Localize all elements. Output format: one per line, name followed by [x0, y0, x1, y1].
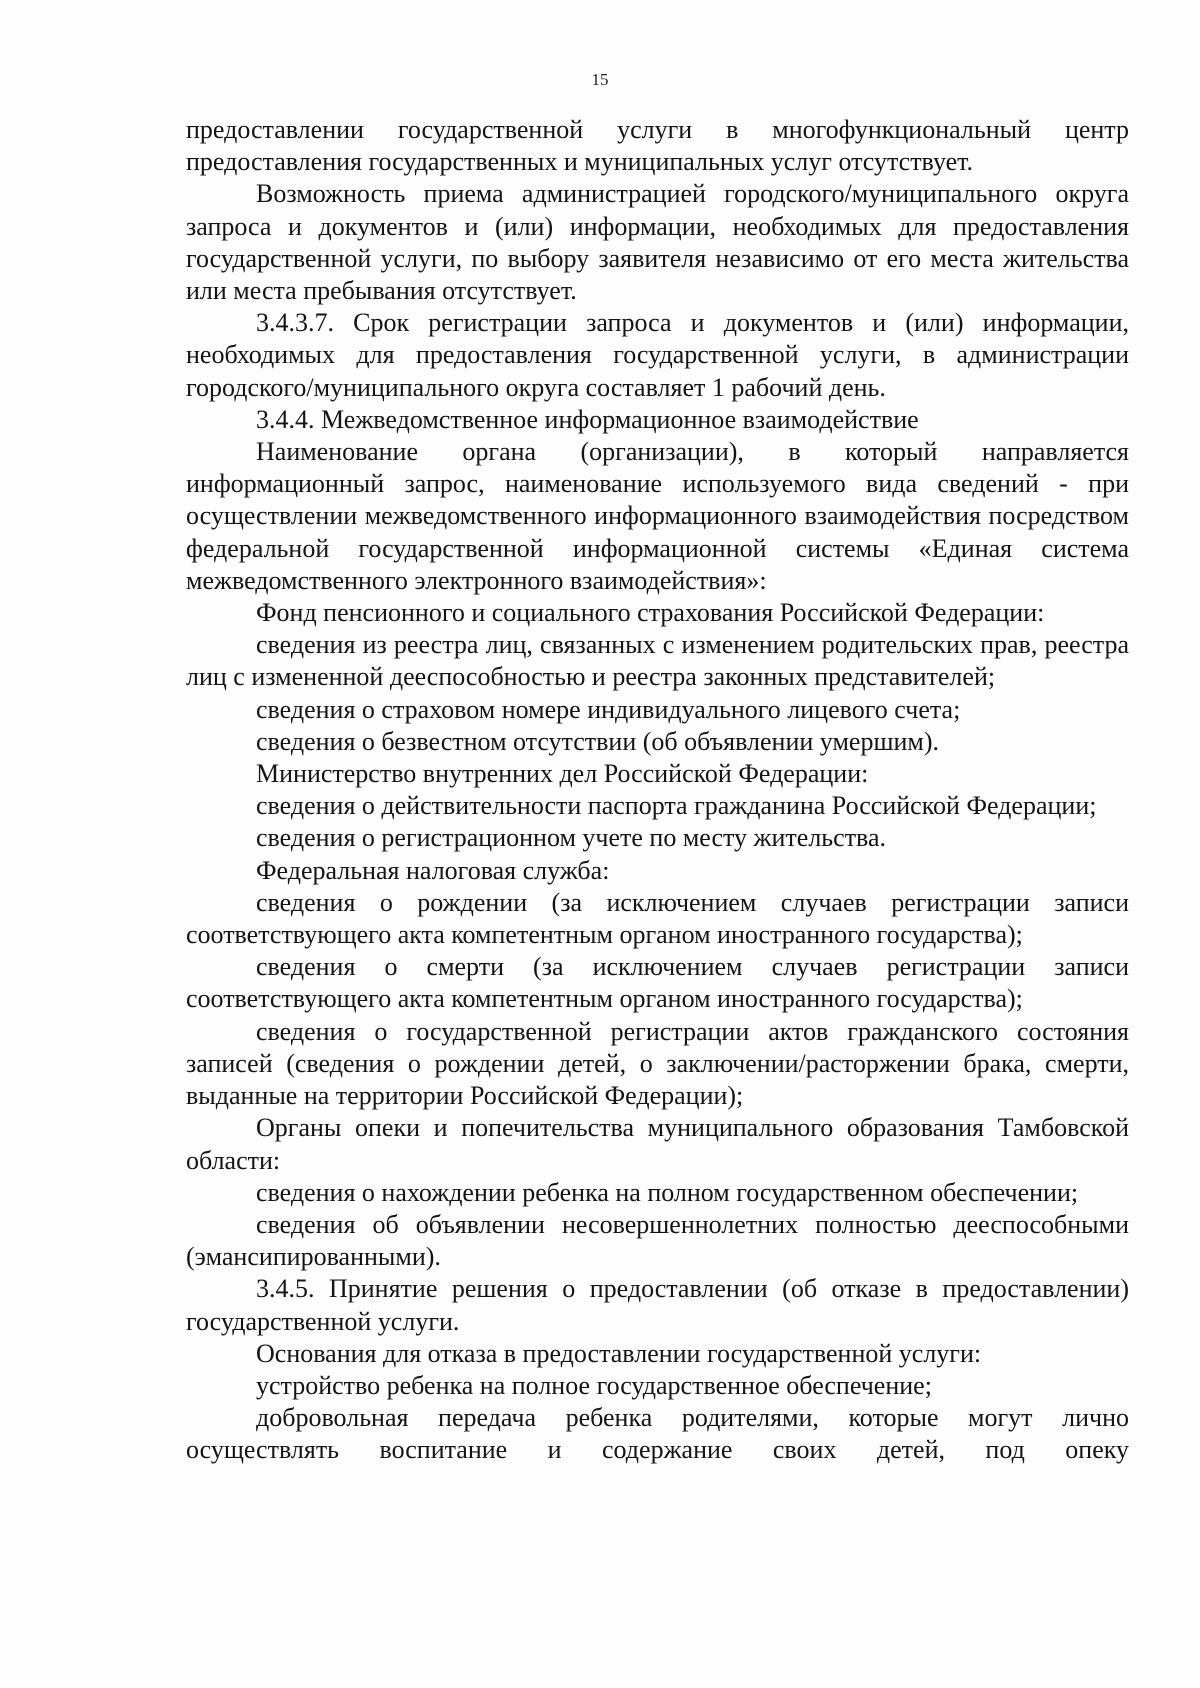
- page-number: 15: [591, 70, 609, 89]
- paragraph: устройство ребенка на полное государственное обеспечение;: [256, 1370, 932, 1400]
- paragraph: предоставлении государственной услуги в многофункциональный центр предоставления государственных и муниципальных услуг отсутствует.: [186, 115, 1129, 177]
- section-heading: 3.4.4. Межведомственное информационное взаимодействие: [256, 404, 919, 434]
- paragraph: сведения о действительности паспорта гражданина Российской Федерации;: [256, 791, 1097, 821]
- paragraph: Фонд пенсионного и социального страхования Российской Федерации:: [256, 598, 1045, 628]
- paragraph: сведения о регистрационном учете по месту жительства.: [256, 823, 887, 853]
- paragraph: сведения о государственной регистрации актов гражданского состояния записей (сведения о рождении детей, о заключении/расторжении брака, смерти, выданные на территории Российской Федерации);: [186, 1016, 1129, 1111]
- paragraph: сведения о страховом номере индивидуального лицевого счета;: [256, 694, 961, 724]
- paragraph: сведения об объявлении несовершеннолетних полностью дееспособными (эмансипированными).: [186, 1209, 1129, 1272]
- paragraph: Министерство внутренних дел Российской Федерации:: [256, 759, 869, 789]
- paragraph: добровольная передача ребенка родителями, которые могут лично осуществлять воспитание и содержание своих детей, под опеку: [186, 1403, 1129, 1465]
- section-heading: 3.4.5. Принятие решения о предоставлении (об отказе в предоставлении) государственной услуги.: [186, 1274, 1129, 1336]
- paragraph: сведения о рождении (за исключением случаев регистрации записи соответствующего акта компетентным органом иностранного государства);: [186, 887, 1129, 950]
- paragraph: Наименование органа (организации), в который направляется информационный запрос, наименование используемого вида сведений - при осуществлении межведомственного информационного взаимодействия посредством федеральной государственной информационной системы «Единая система межведомственного электронного взаимодействия»:: [186, 437, 1129, 595]
- paragraph: Возможность приема администрацией городского/муниципального округа запроса и документов и (или) информации, необходимых для предоставления государственной услуги, по выбору заявителя независимо от его места жительства или места пребывания отсутствует.: [186, 179, 1129, 306]
- paragraph: Органы опеки и попечительства муниципального образования Тамбовской области:: [186, 1113, 1129, 1175]
- paragraph: Основания для отказа в предоставлении государственной услуги:: [256, 1338, 982, 1368]
- paragraph: сведения из реестра лиц, связанных с изменением родительских прав, реестра лиц с измененной дееспособностью и реестра законных представителей;: [186, 630, 1129, 692]
- document-body: [186, 114, 1129, 1467]
- paragraph: Федеральная налоговая служба:: [256, 855, 610, 885]
- paragraph: сведения о безвестном отсутствии (об объявлении умершим).: [256, 726, 939, 756]
- paragraph: 3.4.3.7. Срок регистрации запроса и документов и (или) информации, необходимых для предоставления государственной услуги, в администрации городского/муниципального округа составляет 1 рабочий день.: [186, 308, 1129, 402]
- paragraph: сведения о нахождении ребенка на полном государственном обеспечении;: [256, 1177, 1079, 1207]
- paragraph: сведения о смерти (за исключением случаев регистрации записи соответствующего акта компетентным органом иностранного государства);: [186, 952, 1129, 1014]
